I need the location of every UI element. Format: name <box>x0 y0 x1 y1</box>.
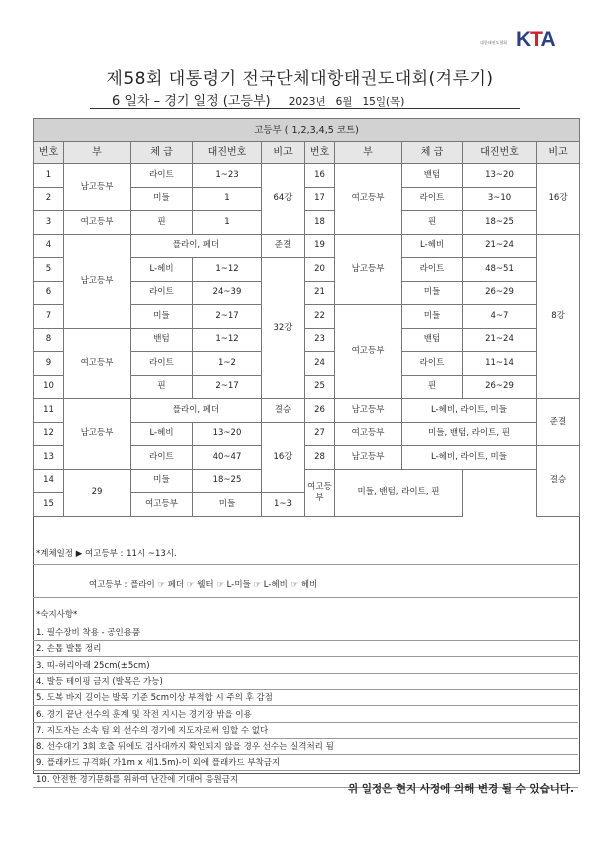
table-cell: 40~47 <box>193 446 262 470</box>
table-cell: 1 <box>193 187 262 211</box>
table-cell: 밴텀 <box>402 328 463 352</box>
table-cell: 여고등부 <box>131 493 193 517</box>
table-cell: 1~2 <box>193 352 262 376</box>
table-cell: 여고등부 <box>335 305 402 399</box>
table-cell: 핀 <box>402 211 463 235</box>
rule-divider <box>33 770 578 771</box>
table-cell: 1~3 <box>262 493 305 517</box>
table-cell: 여고등부 <box>64 328 131 399</box>
table-cell: 21~24 <box>463 328 537 352</box>
table-cell: 24 <box>305 352 335 376</box>
table-row <box>34 328 580 352</box>
table-cell: 밴텀 <box>402 164 463 188</box>
table-cell: 3 <box>34 211 64 235</box>
schedule-date: 2023년 6월 15일(목) <box>288 96 405 108</box>
table-cell: 2~17 <box>193 375 262 399</box>
table-cell: 미들 <box>131 469 193 493</box>
rule-divider <box>33 722 578 723</box>
table-cell: 라이트 <box>402 258 463 282</box>
table-cell: 여고등부 <box>335 164 402 235</box>
table-cell: 11~14 <box>463 352 537 376</box>
table-cell: 8강 <box>537 234 580 399</box>
table-cell: 미들 <box>193 493 262 517</box>
day-label: 6 일차 – 경기 일정 (고등부) <box>112 94 271 109</box>
divider <box>33 597 578 598</box>
table-cell: 플라이, 페더 <box>131 399 262 423</box>
table-cell: 라이트 <box>131 446 193 470</box>
rules-heading: *숙지사항* <box>36 610 78 620</box>
table-cell: 16강 <box>262 422 305 493</box>
table-cell: 결승 <box>262 399 305 423</box>
table-cell: 11 <box>34 399 64 423</box>
rule-item: 6. 경기 끝난 선수의 훈계 및 작전 지시는 경기장 밖을 이용 <box>36 709 252 720</box>
rule-item: 5. 도복 바지 길이는 발목 기준 5cm이상 부적합 시 주의 후 감점 <box>36 693 273 704</box>
rule-divider <box>33 738 578 739</box>
rule-item: 8. 선수대기 3회 호출 뒤에도 검사대까지 확인되지 않을 경우 선수는 실격처리 됨 <box>36 742 334 753</box>
footer-notice: 위 일정은 현지 사정에 의해 변경 될 수 있습니다. <box>348 783 574 795</box>
column-header: 번호 <box>34 142 64 164</box>
table-cell: 2 <box>34 187 64 211</box>
table-cell: 20 <box>305 258 335 282</box>
column-header: 번호 <box>305 142 335 164</box>
table-cell: 라이트 <box>131 352 193 376</box>
table-cell: L-헤비, 라이트, 미들 <box>402 399 537 423</box>
table-row <box>34 234 580 258</box>
table-cell: 21 <box>305 281 335 305</box>
column-header: 대진번호 <box>463 142 537 164</box>
table-cell: 여고등부 <box>64 211 131 235</box>
rule-item: 9. 플래카드 규격화( 가1m x 세1.5m)-이 외에 플래카드 부착금지 <box>36 758 281 769</box>
table-cell: 핀 <box>131 211 193 235</box>
rule-divider <box>33 705 578 706</box>
table-row <box>34 211 580 235</box>
table-cell: 남고등부 <box>335 399 402 423</box>
table-cell: 남고등부 <box>64 399 131 470</box>
column-header: 부 <box>64 142 131 164</box>
table-cell: 여고등부 <box>335 422 402 446</box>
table-cell: 미들 <box>402 281 463 305</box>
table-cell: 준결 <box>262 234 305 258</box>
table-cell: 미들 <box>402 305 463 329</box>
column-header: 비고 <box>537 142 580 164</box>
table-cell: 라이트 <box>131 281 193 305</box>
table-cell: 라이트 <box>402 187 463 211</box>
table-cell: 21~24 <box>463 234 537 258</box>
kta-logo <box>480 28 574 56</box>
table-cell: L-헤비, 라이트, 미들 <box>402 446 537 470</box>
table-cell: 9 <box>34 352 64 376</box>
table-cell: 미들, 밴텀, 라이트, 핀 <box>402 422 537 446</box>
table-cell: 24~39 <box>193 281 262 305</box>
table-cell: 18~25 <box>463 211 537 235</box>
table-cell: 14 <box>34 469 64 493</box>
logo-org-name: 대한태권도협회 <box>480 40 508 45</box>
weigh-in-schedule: *계체일정 ▶ 여고등부 : 11시 ~13시. <box>36 549 177 559</box>
table-cell: 18~25 <box>193 469 262 493</box>
table-cell: 16강 <box>537 164 580 235</box>
rule-item: 1. 필수장비 착용 - 공인용품 <box>36 628 141 638</box>
table-cell: 64강 <box>262 164 305 235</box>
table-cell: 7 <box>34 305 64 329</box>
table-cell: 19 <box>305 234 335 258</box>
table-cell: 준결 <box>537 399 580 446</box>
table-row <box>34 399 580 423</box>
table-row <box>34 469 580 493</box>
column-header: 대진번호 <box>193 142 262 164</box>
logo-mark: KTA <box>516 28 555 51</box>
rule-divider <box>33 754 578 755</box>
rule-divider <box>33 673 578 674</box>
table-cell: 48~51 <box>463 258 537 282</box>
table-cell: 5 <box>34 258 64 282</box>
table-cell: 18 <box>305 211 335 235</box>
table-cell: 남고등부 <box>64 234 131 328</box>
table-cell: 25 <box>305 375 335 399</box>
table-cell: 13~20 <box>193 422 262 446</box>
rule-item: 2. 손톱 발톱 정리 <box>36 644 102 655</box>
table-cell: 16 <box>305 164 335 188</box>
divider <box>33 564 578 565</box>
table-cell: 26~29 <box>463 375 537 399</box>
page-title: 제58회 대통령기 전국단체대항태권도대회(겨루기) <box>106 69 494 89</box>
column-header: 체 급 <box>131 142 193 164</box>
weigh-in-order: 여고등부 : 플라이 ☞ 페더 ☞ 웰터 ☞ L-미들 ☞ L-헤비 ☞ 헤비 <box>89 580 318 590</box>
table-cell: L-헤비 <box>402 234 463 258</box>
table-cell: 15 <box>34 493 64 517</box>
table-cell: 핀 <box>402 375 463 399</box>
table-cell: 플라이, 페더 <box>131 234 262 258</box>
table-cell: 13 <box>34 446 64 470</box>
table-cell: 남고등부 <box>64 164 131 211</box>
rule-item: 7. 지도자는 소속 팀 외 선수의 경기에 지도자로써 임할 수 없다 <box>36 725 269 736</box>
schedule-subtitle <box>112 90 414 109</box>
table-cell: 22 <box>305 305 335 329</box>
rule-item: 4. 발등 테이핑 금지 (발목은 가능) <box>36 676 163 687</box>
table-cell: 8 <box>34 328 64 352</box>
table-cell: 4~7 <box>463 305 537 329</box>
table-cell: 1 <box>193 211 262 235</box>
table-cell: 1~23 <box>193 164 262 188</box>
table-caption: 고등부 ( 1,2,3,4,5 코트) <box>34 119 580 142</box>
rule-item: 3. 띠-허리아래 25cm(±5cm) <box>36 660 150 671</box>
table-cell: 28 <box>305 446 335 470</box>
table-cell: 1~12 <box>193 258 262 282</box>
table-cell: 10 <box>34 375 64 399</box>
table-cell: 핀 <box>131 375 193 399</box>
table-cell: L-헤비 <box>131 422 193 446</box>
table-cell: 미들 <box>131 305 193 329</box>
table-cell: 밴텀 <box>131 328 193 352</box>
column-header: 비고 <box>262 142 305 164</box>
schedule-table <box>33 118 580 517</box>
table-cell: 26 <box>305 399 335 423</box>
table-cell: 6 <box>34 281 64 305</box>
rule-item: 10. 안전한 경기문화를 위하여 난간에 기대어 응원금지 <box>36 774 239 785</box>
table-cell: 남고등부 <box>335 234 402 305</box>
table-cell: 결승 <box>537 446 580 517</box>
table-cell: L-헤비 <box>131 258 193 282</box>
table-cell: 32강 <box>262 258 305 399</box>
column-header: 체 급 <box>402 142 463 164</box>
table-cell: 12 <box>34 422 64 446</box>
table-cell: 미들, 밴텀, 라이트, 핀 <box>335 469 463 516</box>
rule-divider <box>33 640 578 641</box>
table-cell: 26~29 <box>463 281 537 305</box>
table-cell: 여고등부 <box>305 469 335 516</box>
table-cell: 27 <box>305 422 335 446</box>
table-cell: 2~17 <box>193 305 262 329</box>
table-cell: 29 <box>64 469 131 516</box>
table-cell: 라이트 <box>131 164 193 188</box>
table-cell: 1 <box>34 164 64 188</box>
table-cell: 23 <box>305 328 335 352</box>
table-cell: 4 <box>34 234 64 258</box>
table-cell: 라이트 <box>402 352 463 376</box>
table-cell: 3~10 <box>463 187 537 211</box>
table-cell: 미들 <box>131 187 193 211</box>
subtitle-underline <box>90 108 520 109</box>
table-cell: 13~20 <box>463 164 537 188</box>
table-cell: 남고등부 <box>335 446 402 470</box>
column-header: 부 <box>335 142 402 164</box>
table-row <box>34 164 580 188</box>
rule-divider <box>33 689 578 690</box>
table-cell: 1~12 <box>193 328 262 352</box>
table-cell: 17 <box>305 187 335 211</box>
rule-divider <box>33 656 578 657</box>
